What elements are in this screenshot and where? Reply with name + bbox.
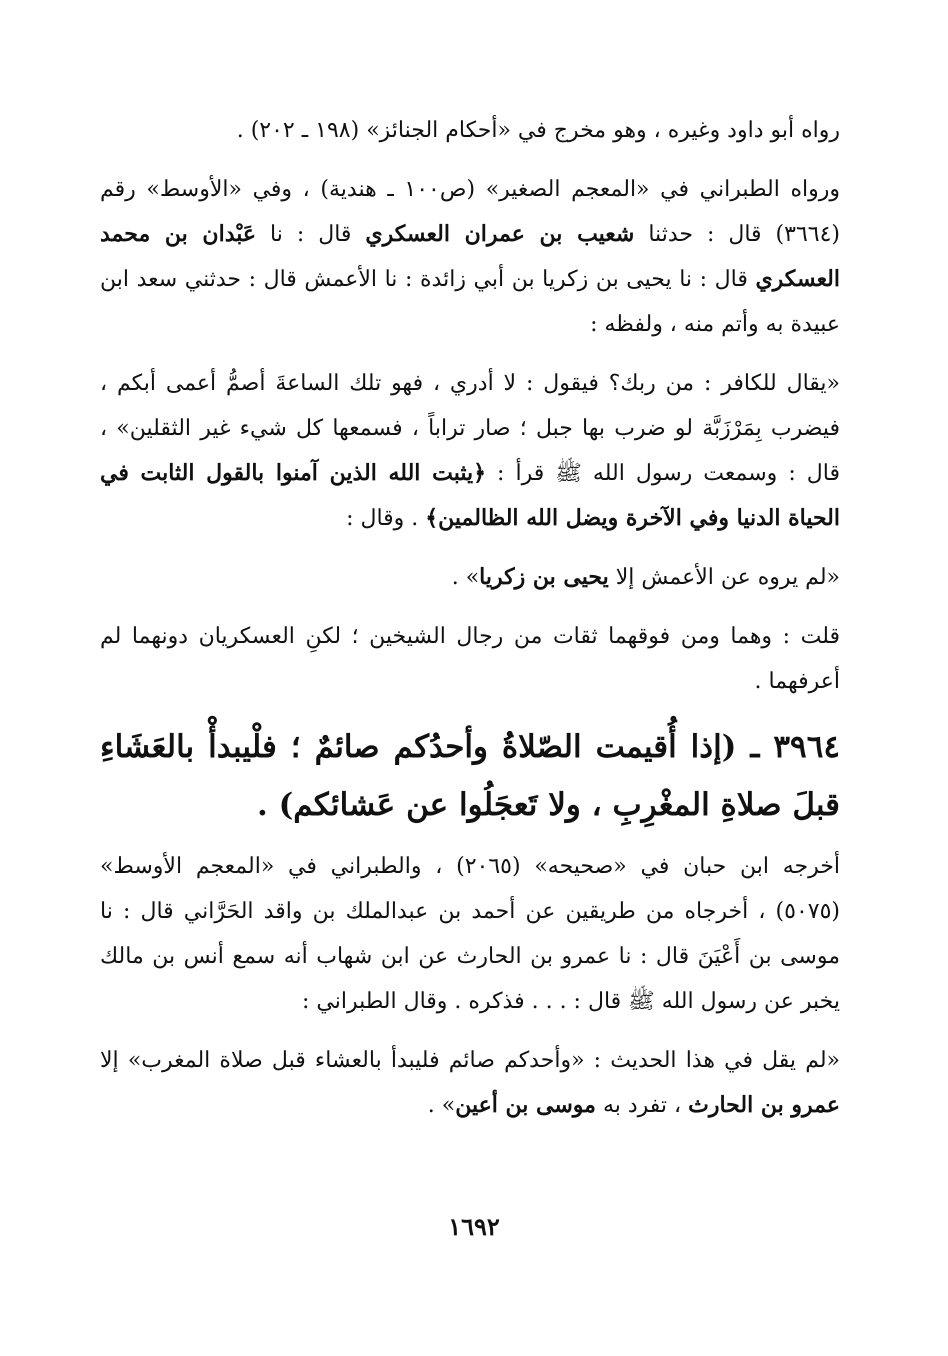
hadith-heading (100, 718, 840, 834)
paragraph-takhrij (100, 844, 840, 1024)
paragraph-text: «لم يقل في هذا الحديث : «وأحدكم صائم فليبدأ بالعشاء قبل صلاة المغرب» إلا (100, 1048, 840, 1073)
paragraph-text: » . (427, 1093, 456, 1118)
paragraph-abu-dawud (100, 108, 840, 153)
paragraph-text: » . (451, 565, 480, 590)
paragraph-tabarani-quote (100, 1038, 840, 1128)
paragraph-text: رواه أبو داود وغيره ، وهو مخرج في «أحكام الجنائز» (١٩٨ ـ ٢٠٢) . (236, 118, 840, 143)
paragraph-text: «يقال للكافر : من ربك؟ فيقول : لا أدري ، فهو تلك الساعةَ أصمُّ أعمى أبكم ، فيضرب بِمَرْزَبَّة لو ضرب بها جبل ؛ صار تراباً ، فسمعها كل شيء غير الثقلين» ، قال : وسمعت رسول الله ﷺ قرأ : (100, 371, 840, 486)
paragraph-hadith-text (100, 361, 840, 541)
paragraph-text: ، تفرد به (595, 1093, 689, 1118)
paragraph-text: قال : نا يحيى بن زكريا بن أبي زائدة : نا الأعمش قال : حدثني سعد ابن عبيدة به وأتم منه ، ولفظه : (100, 267, 840, 337)
paragraph-text: . وقال : (346, 506, 426, 531)
narrator-name: يحيى بن زكريا (479, 564, 609, 590)
narrator-name: موسى بن أعين (455, 1092, 596, 1118)
paragraph-text: «لم يروه عن الأعمش إلا (608, 565, 840, 590)
narrator-name: عمرو بن الحارث (688, 1092, 840, 1118)
narrator-name: عَبْدان بن محمد العسكري (100, 221, 840, 292)
paragraph-tabarani-narration (100, 167, 840, 347)
page-number: ١٦٩٢ (448, 1212, 500, 1241)
page-body (100, 108, 840, 1142)
paragraph-author-note (100, 614, 840, 704)
paragraph-text: قال : نا (256, 222, 366, 247)
hadith-heading-text: ٣٩٦٤ ـ (إذا أُقيمت الصّلاةُ وأحدُكم صائمٌ ؛ فلْيبدأْ بالعَشَاءِ قبلَ صلاةِ المغْرِبِ ، ولا تَعجَلُوا عن عَشائكم) . (100, 729, 840, 823)
paragraph-text: قلت : وهما ومن فوقهما ثقات من رجال الشيخين ؛ لكنِ العسكريان دونهما لم أعرفهما . (100, 624, 840, 694)
narrator-name: شعيب بن عمران العسكري (365, 221, 635, 247)
paragraph-text: ورواه الطبراني في «المعجم الصغير» (ص١٠٠ ـ هندية) ، وفي «الأوسط» رقم (٣٦٦٤) قال : حدثنا (100, 177, 840, 247)
quran-verse: ﴿يثبت الله الذين آمنوا بالقول الثابت في الحياة الدنيا وفي الآخرة ويضل الله الظالمين﴾ (100, 460, 840, 531)
paragraph-tabarani-comment (100, 555, 840, 600)
paragraph-text: أخرجه ابن حبان في «صحيحه» (٢٠٦٥) ، والطبراني في «المعجم الأوسط» (٥٠٧٥) ، أخرجاه من طريقين عن أحمد بن عبدالملك بن واقد الحَرَّاني قال : نا موسى بن أَعْيَنَ قال : نا عمرو بن الحارث عن ابن شهاب أنه سمع أنس بن مالك يخبر عن رسول الله ﷺ قال : . . . فذكره . وقال الطبراني : (100, 854, 840, 1014)
